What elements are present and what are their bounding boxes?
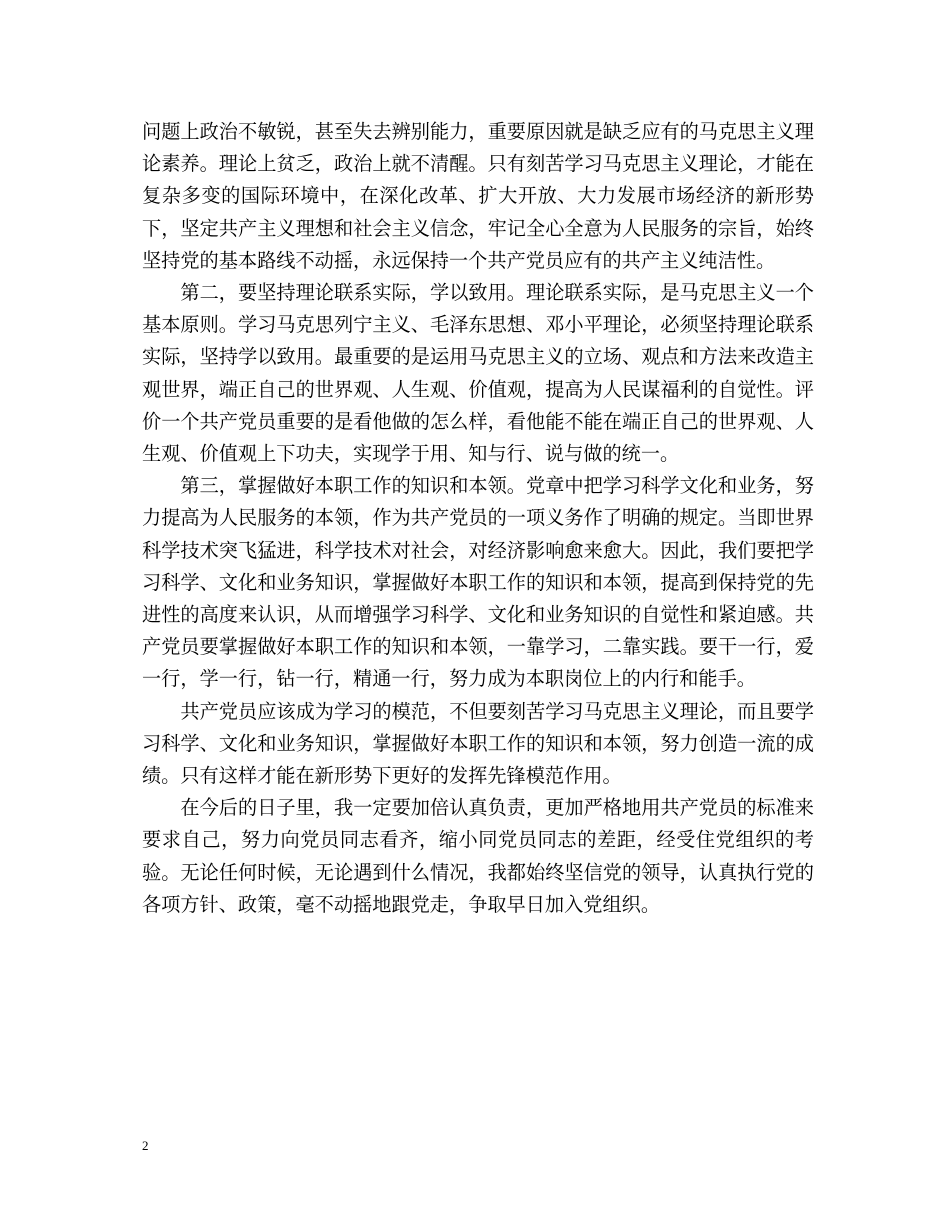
paragraph-conclusion: 在今后的日子里，我一定要加倍认真负责，更加严格地用共产党员的标准来要求自己，努力向党员同志看齐，缩小同党员同志的差距，经受住党组织的考验。无论任何时候，无论遇到什么情况，我都始终坚信党的领导，认真执行党的各项方针、政策，毫不动摇地跟党走，争取早日加入党组织。 <box>142 796 814 916</box>
paragraph-second-point: 第二，要坚持理论联系实际，学以致用。理论联系实际，是马克思主义一个基本原则。学习马克思列宁主义、毛泽东思想、邓小平理论，必须坚持理论联系实际，坚持学以致用。最重要的是运用马克思主义的立场、观点和方法来改造主观世界，端正自己的世界观、人生观、价值观，提高为人民谋福利的自觉性。评价一个共产党员重要的是看他做的怎么样，看他能不能在端正自己的世界观、人生观、价值观上下功夫，实现学于用、知与行、说与做的统一。 <box>142 281 814 466</box>
paragraph-continuation: 问题上政治不敏锐，甚至失去辨别能力，重要原因就是缺乏应有的马克思主义理论素养。理论上贫乏，政治上就不清醒。只有刻苦学习马克思主义理论，才能在复杂多变的国际环境中，在深化改革、扩大开放、大力发展市场经济的新形势下，坚定共产主义理想和社会主义信念，牢记全心全意为人民服务的宗旨，始终坚持党的基本路线不动摇，永远保持一个共产党员应有的共产主义纯洁性。 <box>142 120 814 272</box>
page-number: 2 <box>142 1138 149 1153</box>
paragraph-third-point: 第三，掌握做好本职工作的知识和本领。党章中把学习科学文化和业务，努力提高为人民服务的本领，作为共产党员的一项义务作了明确的规定。当即世界科学技术突飞猛进，科学技术对社会，对经济影响愈来愈大。因此，我们要把学习科学、文化和业务知识，掌握做好本职工作的知识和本领，提高到保持党的先进性的高度来认识，从而增强学习科学、文化和业务知识的自觉性和紧迫感。共产党员要掌握做好本职工作的知识和本领，一靠学习，二靠实践。要干一行，爱一行，学一行，钻一行，精通一行，努力成为本职岗位上的内行和能手。 <box>142 474 814 691</box>
body-text <box>142 116 814 921</box>
paragraph-model-role: 共产党员应该成为学习的模范，不但要刻苦学习马克思主义理论，而且要学习科学、文化和业务知识，掌握做好本职工作的知识和本领，努力创造一流的成绩。只有这样才能在新形势下更好的发挥先锋模范作用。 <box>142 699 814 788</box>
